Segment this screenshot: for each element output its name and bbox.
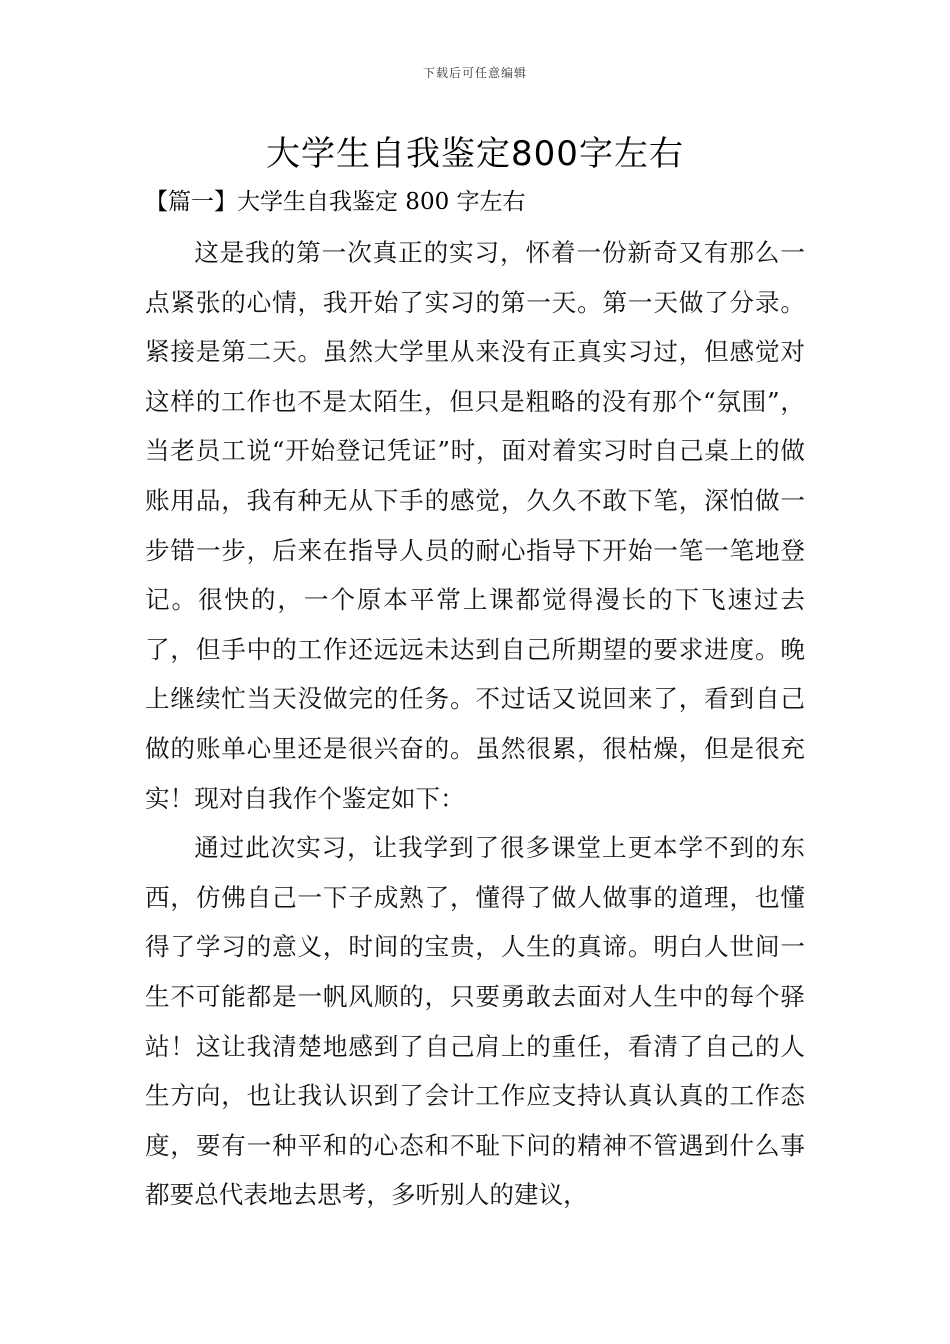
header-note: 下载后可任意编辑 [422,66,527,80]
paragraph-2: 通过此次实习，让我学到了很多课堂上更本学不到的东西，仿佛自己一下子成熟了，懂得了做人做事的道理，也懂得了学习的意义，时间的宝贵，人生的真谛。明白人世间一生不可能都是一帆风顺的，只要勇敢去面对人生中的每个驿站！这让我清楚地感到了自己肩上的重任，看清了自己的人生方向，也让我认识到了会计工作应支持认真认真的工作态度，要有一种平和的心态和不耻下问的精神不管遇到什么事都要总代表地去思考，多听别人的建议， [145,833,805,1210]
section-heading: 【篇一】大学生自我鉴定 800 字左右 [145,189,526,215]
body-text [145,228,805,1220]
paragraph-1: 这是我的第一次真正的实习，怀着一份新奇又有那么一点紧张的心情，我开始了实习的第一天。第一天做了分录。紧接是第二天。虽然大学里从来没有正真实习过，但感觉对这样的工作也不是太陌生，但只是粗略的没有那个“氛围”，当老员工说“开始登记凭证”时，面对着实习时自己桌上的做账用品，我有种无从下手的感觉，久久不敢下笔，深怕做一步错一步，后来在指导人员的耐心指导下开始一笔一笔地登记。很快的，一个原本平常上课都觉得漫长的下飞速过去了，但手中的工作还远远未达到自己所期望的要求进度。晚上继续忙当天没做完的任务。不过话又说回来了，看到自己做的账单心里还是很兴奋的。虽然很累，很枯燥，但是很充实！现对自我作个鉴定如下： [145,238,805,813]
document-title: 大学生自我鉴定800字左右 [266,134,684,174]
